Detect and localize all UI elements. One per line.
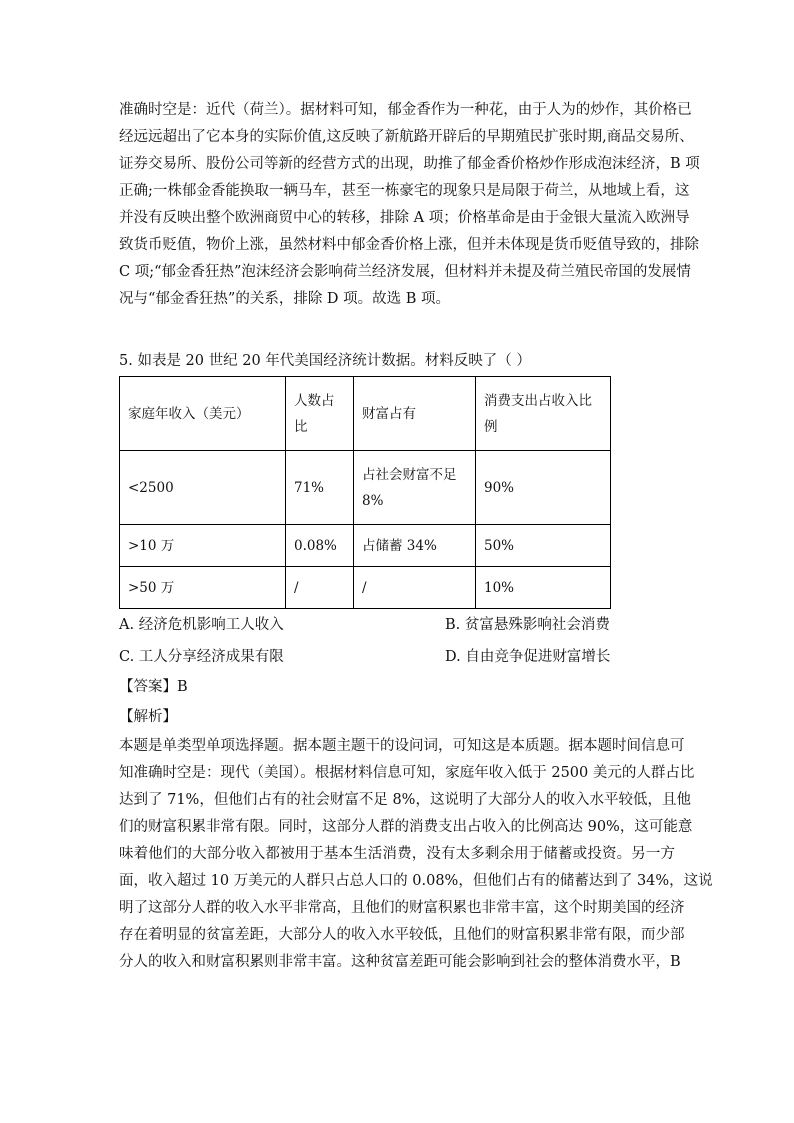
text-line: 知准确时空是：现代（美国）。根据材料信息可知，家庭年收入低于 2500 美元的人群占比	[119, 765, 695, 781]
text-line: 达到了 71%，但他们占有的社会财富不足 8%，这说明了大部分人的收入水平较低，且他	[119, 792, 691, 808]
table-header-cell: 财富占有	[354, 377, 476, 451]
table-cell: 0.08%	[286, 525, 354, 567]
question-stem: 5. 如表是 20 世纪 20 年代美国经济统计数据。材料反映了（ ）	[119, 353, 531, 369]
text-line: 存在着明显的贫富差距，大部分人的收入水平较低，且他们的财富积累非常有限，而少部	[119, 927, 685, 943]
economic-statistics-table	[119, 376, 611, 609]
table-header-cell: 消费支出占收入比 例	[476, 377, 611, 451]
text-line: 味着他们的大部分收入都被用于基本生活消费，没有太多剩余用于储蓄或投资。另一方	[119, 846, 675, 862]
table-header-row	[120, 377, 611, 451]
analysis-label: 【解析】	[119, 709, 177, 725]
text-line: C 项;“郁金香狂热”泡沫经济会影响荷兰经济发展，但材料并未提及荷兰殖民帝国的发展情	[119, 264, 691, 280]
table-row	[120, 567, 611, 609]
option-a: A. 经济危机影响工人收入	[119, 617, 284, 633]
table-header-cell: 人数占 比	[286, 377, 354, 451]
table-cell: /	[354, 567, 476, 609]
table-cell: 占储蓄 34%	[354, 525, 476, 567]
table-cell: >10 万	[120, 525, 286, 567]
table-row	[120, 525, 611, 567]
table-cell: 占社会财富不足 8%	[354, 451, 476, 525]
text-line: 们的财富积累非常有限。同时，这部分人群的消费支出占收入的比例高达 90%，这可能意	[119, 819, 693, 835]
text-line: 正确;一株郁金香能换取一辆马车，甚至一栋豪宅的现象只是局限于荷兰，从地域上看，这	[119, 183, 690, 199]
table-cell: 50%	[476, 525, 611, 567]
text-line: 面，收入超过 10 万美元的人群只占总人口的 0.08%，但他们占有的储蓄达到了 34%，这说	[119, 873, 713, 889]
text-line: 致货币贬值，物价上涨，虽然材料中郁金香价格上涨，但并未体现是货币贬值导致的，排除	[119, 237, 699, 253]
text-line: 经远远超出了它本身的实际价值,这反映了新航路开辟后的早期殖民扩张时期,商品交易所、	[119, 129, 694, 145]
analysis-paragraph	[119, 733, 713, 976]
answer-label: 【答案】B	[119, 679, 188, 695]
table-row	[120, 451, 611, 525]
table-cell: /	[286, 567, 354, 609]
option-b: B. 贫富悬殊影响社会消费	[445, 617, 610, 633]
option-d: D. 自由竞争促进财富增长	[445, 649, 611, 665]
text-line: 准确时空是：近代（荷兰）。据材料可知，郁金香作为一种花，由于人为的炒作，其价格已	[119, 102, 692, 118]
table-cell: 10%	[476, 567, 611, 609]
text-line: 况与“郁金香狂热”的关系，排除 D 项。故选 B 项。	[119, 291, 451, 307]
table-cell: <2500	[120, 451, 286, 525]
option-c: C. 工人分享经济成果有限	[119, 649, 284, 665]
text-line: 证券交易所、股份公司等新的经营方式的出现，助推了郁金香价格炒作形成泡沫经济，B 项	[119, 156, 700, 172]
text-line: 本题是单类型单项选择题。据本题主题干的设问词，可知这是本质题。据本题时间信息可	[119, 738, 685, 754]
previous-analysis-paragraph	[119, 97, 700, 313]
text-line: 明了这部分人群的收入水平非常高，且他们的财富积累也非常丰富，这个时期美国的经济	[119, 900, 685, 916]
text-line: 并没有反映出整个欧洲商贸中心的转移，排除 A 项；价格革命是由于金银大量流入欧洲导	[119, 210, 690, 226]
text-line: 分人的收入和财富积累则非常丰富。这种贫富差距可能会影响到社会的整体消费水平，B	[119, 954, 681, 970]
table-cell: >50 万	[120, 567, 286, 609]
table-cell: 71%	[286, 451, 354, 525]
table-header-cell: 家庭年收入（美元）	[120, 377, 286, 451]
table-cell: 90%	[476, 451, 611, 525]
